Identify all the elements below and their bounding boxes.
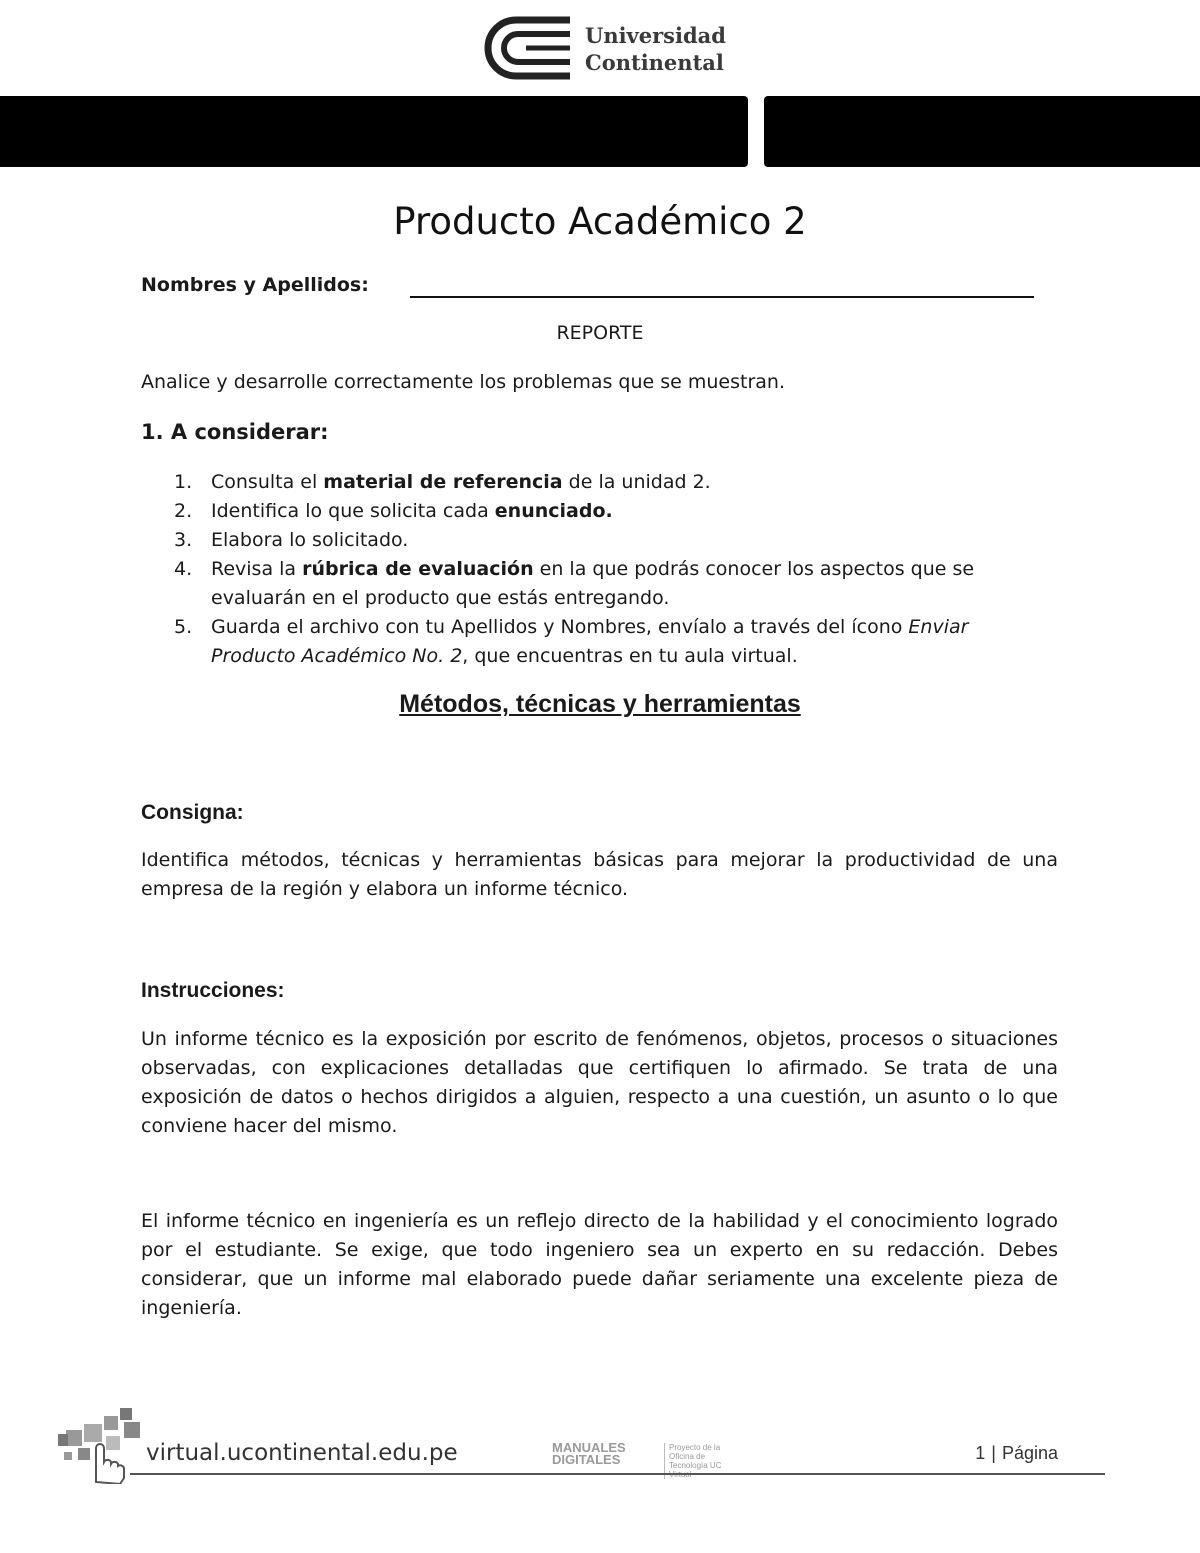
- list-item: [174, 526, 1058, 555]
- footer-rule: [130, 1473, 1105, 1475]
- page-separator: |: [991, 1443, 996, 1463]
- list-number: 4.: [174, 558, 193, 580]
- instrucciones-paragraph-1: Un informe técnico es la exposición por escrito de fenómenos, objetos, procesos o situaciones observadas, con explicaciones detalladas que certifiquen lo afirmado. Se trata de una exposición de datos o hechos dirigidos a alguien, respecto a una cuestión, un asunto o lo que conviene hacer del mismo.: [141, 1028, 1058, 1137]
- list-item: [174, 497, 1058, 526]
- list-number: 2.: [174, 500, 193, 522]
- university-logo: [482, 14, 732, 82]
- page-number: 1: [975, 1443, 986, 1463]
- list-number: 1.: [174, 471, 193, 493]
- step-bold: material de referencia: [323, 471, 563, 493]
- consigna-heading: Consigna:: [141, 801, 244, 824]
- brand-main-line: DIGITALES: [552, 1452, 621, 1467]
- list-number: 3.: [174, 529, 193, 551]
- names-label: Nombres y Apellidos:: [141, 274, 369, 296]
- step-text: Elabora lo solicitado.: [211, 529, 409, 551]
- consigna-paragraph: Identifica métodos, técnicas y herramientas básicas para mejorar la productividad de una empresa de la región y elabora un informe técnico.: [141, 849, 1058, 900]
- header-bar-left: [0, 96, 748, 167]
- page-indicator: [975, 1443, 1058, 1464]
- list-item: [174, 613, 1058, 671]
- step-text: Guarda el archivo con tu Apellidos y Nombres, envíalo a través del ícono: [211, 616, 909, 638]
- logo-mark-icon: [482, 14, 574, 82]
- logo-wordmark: [585, 22, 726, 76]
- step-text: Identifica lo que solicita cada: [211, 500, 495, 522]
- step-text: , que encuentras en tu aula virtual.: [462, 645, 798, 667]
- step-bold: enunciado.: [494, 500, 613, 522]
- brand-main: [552, 1442, 626, 1466]
- logo-line2: Continental: [585, 50, 724, 75]
- names-blank-line[interactable]: [410, 296, 1034, 298]
- page-label: Página: [1001, 1443, 1058, 1463]
- section-title: Métodos, técnicas y herramientas: [399, 690, 801, 718]
- step-text: de la unidad 2.: [562, 471, 711, 493]
- intro-paragraph: Analice y desarrolle correctamente los problemas que se muestran.: [141, 371, 785, 393]
- footer-url[interactable]: virtual.ucontinental.edu.pe: [146, 1440, 458, 1466]
- logo-line1: Universidad: [585, 23, 726, 48]
- step-italic: Enviar Producto Académico No. 2: [211, 616, 969, 667]
- report-label: REPORTE: [556, 322, 644, 344]
- document-title: Producto Académico 2: [393, 200, 807, 243]
- step-text: Consulta el: [211, 471, 324, 493]
- brand-side-text: Proyecto de la Oficina de Tecnología UC Virtual: [664, 1443, 739, 1479]
- manuales-digitales-logo: [552, 1440, 744, 1479]
- list-item: [174, 555, 1058, 613]
- steps-list: [174, 468, 1058, 671]
- step-text: Revisa la: [211, 558, 303, 580]
- instrucciones-paragraph-2: El informe técnico en ingeniería es un reflejo directo de la habilidad y el conocimiento logrado por el estudiante. Se exige, que todo ingeniero sea un experto en su redacción. Debes considerar, que un informe mal elaborado puede dañar seriamente una excelente pieza de ingeniería.: [141, 1210, 1058, 1319]
- step-text: en la que podrás conocer los aspectos que se evaluarán en el producto que estás entregando.: [211, 558, 975, 609]
- list-number: 5.: [174, 616, 193, 638]
- step-bold: rúbrica de evaluación: [302, 558, 534, 580]
- list-item: [174, 468, 1058, 497]
- consider-heading: 1. A considerar:: [141, 420, 329, 444]
- brand-main-line: MANUALES: [552, 1440, 626, 1455]
- header-bar-right: [764, 96, 1200, 167]
- instrucciones-heading: Instrucciones:: [141, 979, 285, 1002]
